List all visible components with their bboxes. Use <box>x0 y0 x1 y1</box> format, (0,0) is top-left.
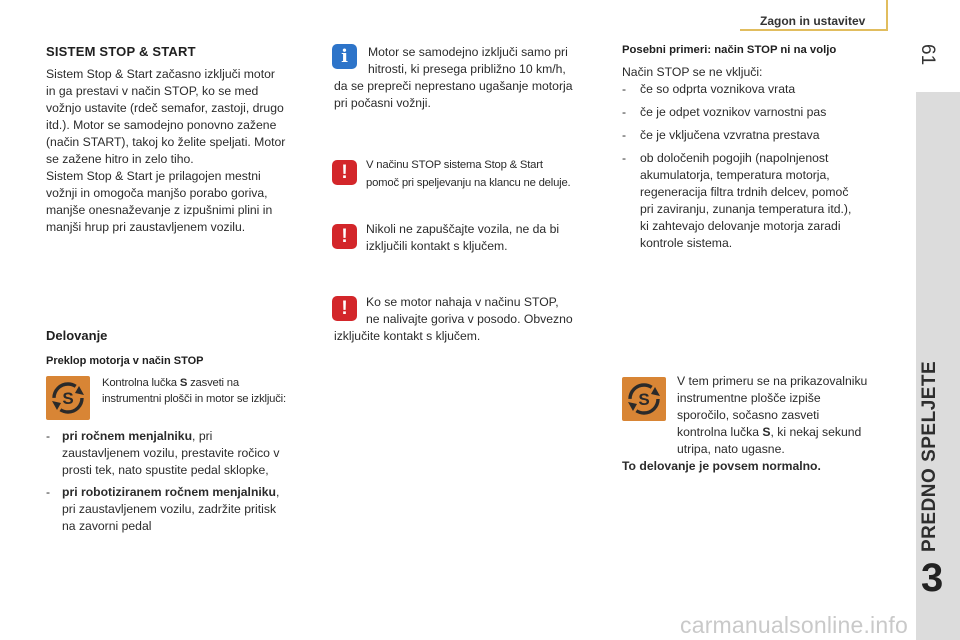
list-item-bold: pri robotiziranem ročnem menjalniku <box>62 485 277 499</box>
intro-line: se zažene hitro in zelo tiho. <box>46 152 194 166</box>
page-number: 61 <box>917 44 938 66</box>
info-note-line: da se prepreči neprestano ugašanje motorja <box>334 79 573 93</box>
list-dash: - <box>622 151 627 165</box>
warning-icon: ! <box>332 160 357 185</box>
intro-line: manjši hrup pri zaustavljenem vozilu. <box>46 220 246 234</box>
intro-line: in ga prestavi v način STOP, ko se med <box>46 84 259 98</box>
list-item-line: pri zaustavljenem vozilu, zadržite pritisk <box>62 502 277 516</box>
intro-line: Sistem Stop & Start je prilagojen mestni <box>46 169 261 183</box>
stop-start-icon <box>46 376 90 420</box>
list-item <box>622 150 907 252</box>
info-note-line: pri počasni vožnji. <box>334 96 431 110</box>
list-dash: - <box>46 485 51 499</box>
closing-note: To delovanje je povsem normalno. <box>622 459 821 473</box>
list-dash: - <box>46 429 51 443</box>
lamp-text-part: Kontrolna lučka <box>102 377 180 389</box>
intro-line: Sistem Stop & Start začasno izključi motor <box>46 67 275 81</box>
list-item-line: kontrole sistema. <box>640 236 733 250</box>
display-line: V tem primeru se na prikazovalniku <box>677 374 868 388</box>
list-dash: - <box>622 82 627 96</box>
lamp-letter: S <box>762 425 771 439</box>
intro-line: manjše onesnaževanje z izpušnimi plini in <box>46 203 273 217</box>
intro-text <box>46 66 326 236</box>
list-item-line: prosti tek, nato spustite pedal sklopke, <box>62 463 269 477</box>
lamp-text <box>102 375 322 407</box>
list-dash: - <box>622 105 627 119</box>
main-title: SISTEM STOP & START <box>46 44 196 59</box>
info-note <box>334 44 604 112</box>
special-cases-list <box>622 81 907 252</box>
display-line: instrumentne plošče izpiše <box>677 391 821 405</box>
list-item-line: ki zahtevajo delovanje motorja zaradi <box>640 219 841 233</box>
list-item-line: akumulatorja, temperatura motorja, <box>640 168 830 182</box>
subheading: Preklop motorja v način STOP <box>46 355 204 367</box>
display-line: sporočilo, sočasno zasveti <box>677 408 820 422</box>
svg-text:S: S <box>638 390 650 409</box>
warning-line: pomoč pri speljevanju na klancu ne deluje. <box>366 177 571 189</box>
warning-line: V načinu STOP sistema Stop & Start <box>366 159 543 171</box>
svg-text:S: S <box>62 389 74 408</box>
display-message-text <box>677 373 907 458</box>
display-text-part: kontrolna lučka <box>677 425 763 439</box>
list-item <box>622 81 907 98</box>
chapter-tab-label: PREDNO SPELJETE <box>919 360 940 552</box>
lamp-text-line: instrumentni plošči in motor se izključi: <box>102 393 286 405</box>
list-dash: - <box>622 128 627 142</box>
lamp-text-part: zasveti na <box>187 377 239 389</box>
intro-line: vožnjo ustavite (rdeč semafor, zastoji, drugo <box>46 101 284 115</box>
list-item <box>622 104 907 121</box>
chapter-number: 3 <box>921 556 944 600</box>
list-item-line: zaustavljenem vozilu, prestavite ročico v <box>62 446 280 460</box>
display-text-part: , ki nekaj sekund <box>770 425 862 439</box>
warning-note-leave-vehicle <box>366 221 606 255</box>
lamp-letter: S <box>179 377 188 389</box>
display-line: utripa, nato ugasne. <box>677 442 785 456</box>
list-item-text: , pri <box>192 429 213 443</box>
list-item <box>46 484 316 535</box>
section-heading: Delovanje <box>46 328 108 343</box>
stop-start-icon <box>622 377 666 421</box>
warning-icon: ! <box>332 224 357 249</box>
intro-line: (način START), takoj ko želite speljati. Motor <box>46 135 286 149</box>
gearbox-list <box>46 428 316 535</box>
list-item-line: regeneracija filtra trdnih delcev, pomoč <box>640 185 849 199</box>
list-item-line: če so odprta voznikova vrata <box>640 82 796 96</box>
intro-line: vožnji in omogoča manjšo porabo goriva, <box>46 186 268 200</box>
intro-line: itd.). Motor se samodejno ponovno zažene <box>46 118 277 132</box>
warning-line: Ko se motor nahaja v načinu STOP, <box>366 295 559 309</box>
list-item <box>46 428 316 479</box>
list-item-text: , <box>276 485 280 499</box>
list-item-line: na zavorni pedal <box>62 519 152 533</box>
warning-icon: ! <box>332 296 357 321</box>
list-item-line: ob določenih pogojih (napolnjenost <box>640 151 829 165</box>
warning-note-refuel <box>334 294 604 345</box>
special-cases-lead: Način STOP se ne vključi: <box>622 65 763 79</box>
header-rule <box>740 29 886 31</box>
warning-line: ne nalivajte goriva v posodo. Obvezno <box>366 312 573 326</box>
header-vertical-rule <box>886 0 888 31</box>
warning-line: izključili kontakt s ključem. <box>366 239 508 253</box>
list-item-line: če je odpet voznikov varnostni pas <box>640 105 827 119</box>
section-title: Zagon in ustavitev <box>760 14 866 28</box>
special-cases-heading: Posebni primeri: način STOP ni na voljo <box>622 44 837 56</box>
info-icon: i <box>332 44 357 69</box>
watermark: carmanualsonline.info <box>680 612 908 638</box>
info-note-line: hitrosti, ki presega približno 10 km/h, <box>368 62 566 76</box>
list-item-bold: pri ročnem menjalniku <box>62 429 193 443</box>
warning-note-hill-assist <box>366 157 606 191</box>
list-item <box>622 127 907 144</box>
warning-line: Nikoli ne zapuščajte vozila, ne da bi <box>366 222 560 236</box>
list-item-line: če je vključena vzvratna prestava <box>640 128 820 142</box>
warning-line: izključite kontakt s ključem. <box>334 329 481 343</box>
list-item-line: pri zaviranju, zunanja temperatura itd.), <box>640 202 852 216</box>
info-note-line: Motor se samodejno izključi samo pri <box>368 45 568 59</box>
